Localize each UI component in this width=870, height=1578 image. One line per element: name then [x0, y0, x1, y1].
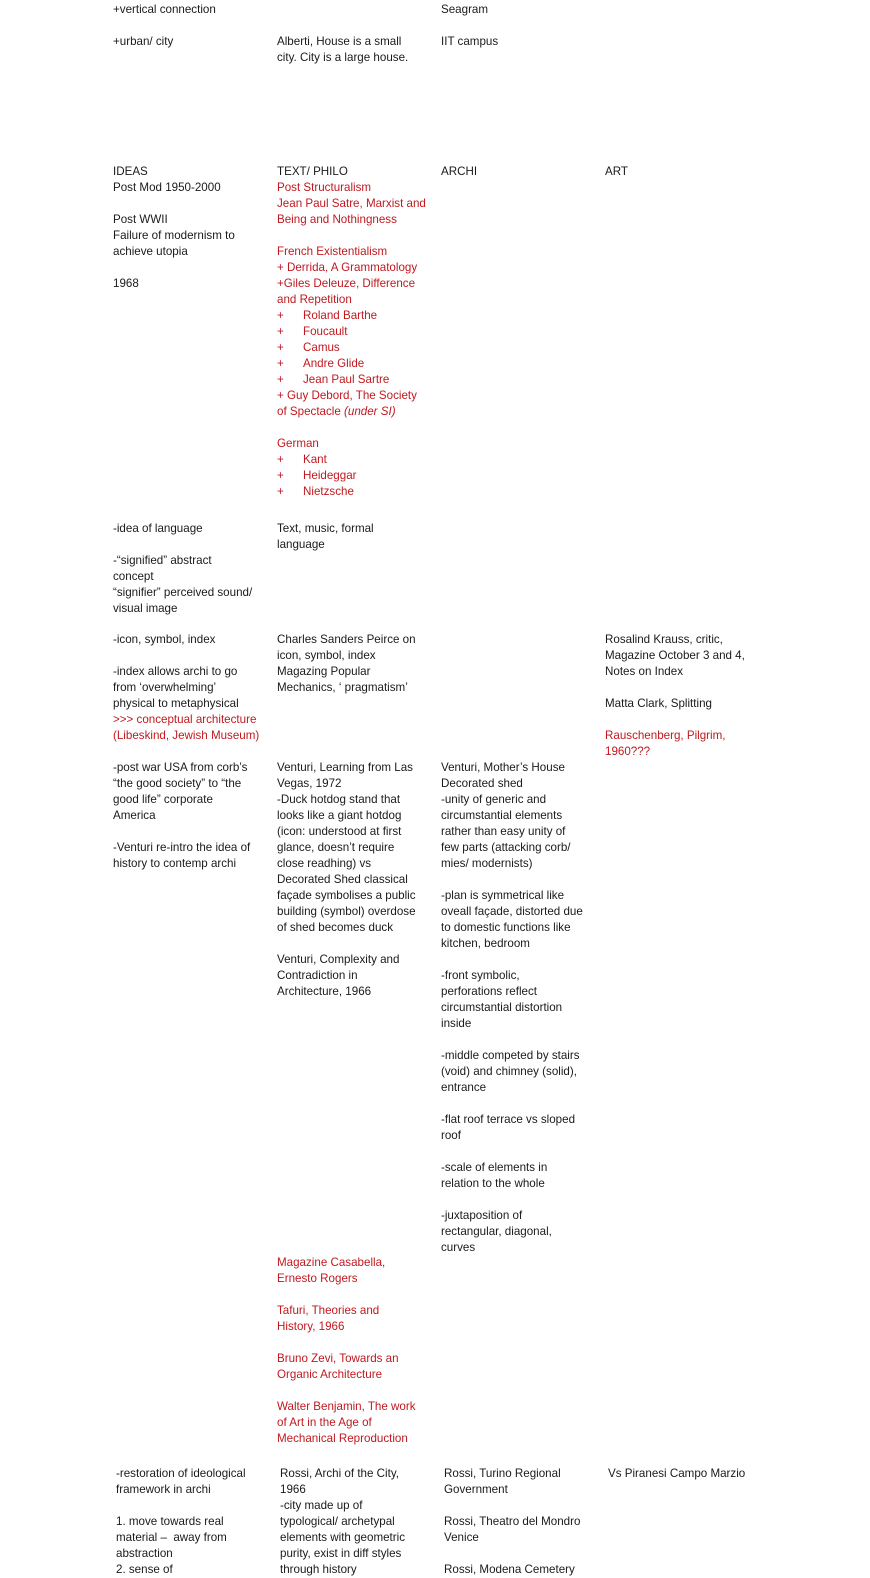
bullet-text: Andre Glide — [303, 357, 365, 370]
text-line — [113, 648, 268, 664]
bullet-text: Roland Barthe — [303, 309, 378, 322]
text-line: -“signified” abstract — [113, 554, 212, 567]
text-line: rather than easy unity of — [441, 825, 566, 838]
s5-ideas — [116, 1466, 271, 1578]
text-line — [113, 196, 268, 212]
text-line: Mechanical Reproduction — [277, 1432, 408, 1445]
text-line: -front symbolic, — [441, 969, 520, 982]
text-line: of Art in the Age of — [277, 1416, 372, 1429]
text-line: visual image — [113, 602, 178, 615]
bullet-item: + Foucault — [277, 325, 348, 338]
text-line: German — [277, 437, 319, 450]
text-line: rectangular, diagonal, — [441, 1225, 552, 1238]
text-line: Venturi, Learning from Las — [277, 761, 413, 774]
text-line: -flat roof terrace vs sloped — [441, 1113, 576, 1126]
text-line: (void) and chimney (solid), — [441, 1065, 577, 1078]
text-line: Seagram — [441, 3, 489, 16]
col-heading-art: ART — [605, 165, 628, 178]
text-line: -city made up of — [280, 1499, 363, 1512]
text-line: close readhing) vs — [277, 857, 372, 870]
text-line: Ernesto Rogers — [277, 1272, 358, 1285]
text-line: 1968 — [113, 277, 139, 290]
text-line: Walter Benjamin, The work — [277, 1400, 416, 1413]
bullet-text: Camus — [303, 341, 340, 354]
col-heading-text-philo: TEXT/ PHILO — [277, 165, 348, 178]
s4-text — [277, 760, 432, 1000]
text-line: curves — [441, 1241, 476, 1254]
bullet-item: + Andre Glide — [277, 357, 365, 370]
text-line: Notes on Index — [605, 665, 683, 678]
text-line: from ‘overwhelming’ — [113, 681, 217, 694]
text-line: Magazine Casabella, — [277, 1256, 386, 1269]
top-col-archi — [441, 2, 596, 50]
top-col-text — [277, 34, 432, 66]
text-line: framework in archi — [116, 1483, 211, 1496]
text-line: looks like a giant hotdog — [277, 809, 402, 822]
text-line: building (symbol) overdose — [277, 905, 416, 918]
text-line: achieve utopia — [113, 245, 188, 258]
text-line: 1960??? — [605, 745, 651, 758]
s4-archi — [441, 760, 596, 1256]
text-line — [113, 537, 268, 553]
text-line: Rosalind Krauss, critic, — [605, 633, 723, 646]
col-heading-ideas: IDEAS — [113, 165, 148, 178]
text-line: Contradiction in — [277, 969, 358, 982]
text-line: to domestic functions like — [441, 921, 571, 934]
text-line: typological/ archetypal — [280, 1515, 395, 1528]
text-line: -unity of generic and — [441, 793, 547, 806]
text-line: Organic Architecture — [277, 1368, 383, 1381]
text-line: concept — [113, 570, 154, 583]
text-line: -scale of elements in — [441, 1161, 548, 1174]
text-line: Rossi, Theatro del Mondro — [444, 1515, 581, 1528]
text-line — [441, 1096, 596, 1112]
text-line: Magazine October 3 and 4, — [605, 649, 745, 662]
text-line: Decorated shed — [441, 777, 523, 790]
text-line: circumstantial distortion — [441, 1001, 563, 1014]
bullet-item: + Kant — [277, 453, 327, 466]
text-line: language — [277, 538, 325, 551]
text-line: -post war USA from corb’s — [113, 761, 248, 774]
text-line: America — [113, 809, 156, 822]
text-line: elements with geometric — [280, 1531, 406, 1544]
s1-text-philo — [277, 164, 432, 500]
text-line — [441, 872, 596, 888]
text-line: Mechanics, ‘ pragmatism’ — [277, 681, 408, 694]
text-line: -juxtaposition of — [441, 1209, 523, 1222]
bullet-text: Kant — [303, 453, 327, 466]
bullet-text: Nietzsche — [303, 485, 354, 498]
text-line: 2. sense of — [116, 1563, 173, 1576]
text-line: of shed becomes duck — [277, 921, 394, 934]
text-line — [441, 1144, 596, 1160]
text-line — [277, 1335, 432, 1351]
text-line: façade symbolises a public — [277, 889, 416, 902]
text-line: + Guy Debord, The Society — [277, 389, 417, 402]
text-line: mies/ modernists) — [441, 857, 533, 870]
text-line: icon, symbol, index — [277, 649, 376, 662]
text-line: 1. move towards real — [116, 1515, 224, 1528]
bullet-item: + Roland Barthe — [277, 309, 378, 322]
text-line: Venice — [444, 1531, 479, 1544]
text-line — [605, 680, 765, 696]
text-line: 1966 — [280, 1483, 306, 1496]
text-line — [116, 1498, 271, 1514]
bullet-text: Heideggar — [303, 469, 357, 482]
text-line — [113, 260, 268, 276]
text-line: Venturi, Mother’s House — [441, 761, 565, 774]
bullet-item: + Nietzsche — [277, 485, 354, 498]
text-line: perforations reflect — [441, 985, 538, 998]
text-line: abstraction — [116, 1547, 173, 1560]
text-line: French Existentialism — [277, 245, 388, 258]
text-line: glance, doesn’t require — [277, 841, 395, 854]
text-line — [441, 952, 596, 968]
text-line: material – away from — [116, 1531, 227, 1544]
text-line: Venturi, Complexity and — [277, 953, 400, 966]
s2-ideas — [113, 521, 268, 617]
text-line: few parts (attacking corb/ — [441, 841, 571, 854]
text-line: Rauschenberg, Pilgrim, — [605, 729, 726, 742]
text-line — [277, 1287, 432, 1303]
text-line: Vs Piranesi Campo Marzio — [608, 1467, 746, 1480]
s1-archi — [441, 164, 596, 180]
s1-art — [605, 164, 765, 180]
text-line: -middle competed by stairs — [441, 1049, 580, 1062]
text-line: “the good society” to “the — [113, 777, 242, 790]
s2-text — [277, 521, 432, 553]
text-line: Post Mod 1950-2000 — [113, 181, 221, 194]
text-line: -plan is symmetrical like — [441, 889, 565, 902]
bullet-text: Jean Paul Sartre — [303, 373, 390, 386]
col-heading-archi: ARCHI — [441, 165, 478, 178]
text-span: of Spectacle — [277, 405, 345, 418]
text-line: >>> conceptual architecture — [113, 713, 257, 726]
text-line: purity, exist in diff styles — [280, 1547, 402, 1560]
text-line — [444, 1546, 599, 1562]
text-line: roof — [441, 1129, 461, 1142]
text-line — [444, 1498, 599, 1514]
text-line: Jean Paul Satre, Marxist and — [277, 197, 426, 210]
text-line: city. City is a large house. — [277, 51, 409, 64]
text-line — [277, 936, 432, 952]
text-line: Decorated Shed classical — [277, 873, 408, 886]
text-line: -restoration of ideological — [116, 1467, 246, 1480]
text-line — [277, 1383, 432, 1399]
text-line — [441, 1192, 596, 1208]
text-line: Vegas, 1972 — [277, 777, 342, 790]
top-col-ideas — [113, 2, 268, 50]
s3-art — [605, 632, 765, 760]
text-line: Alberti, House is a small — [277, 35, 402, 48]
text-line: +Giles Deleuze, Difference — [277, 277, 416, 290]
text-line: through history — [280, 1563, 357, 1576]
s5-art — [608, 1466, 768, 1482]
bullet-item: + Camus — [277, 341, 340, 354]
text-line: Failure of modernism to — [113, 229, 235, 242]
bullet-item: + Jean Paul Sartre — [277, 373, 390, 386]
s1-ideas — [113, 164, 268, 292]
text-line: entrance — [441, 1081, 487, 1094]
s5-archi — [444, 1466, 599, 1578]
text-line: Architecture, 1966 — [277, 985, 372, 998]
text-line: +vertical connection — [113, 3, 216, 16]
s3-ideas — [113, 632, 268, 744]
s4-ideas — [113, 760, 268, 872]
text-line: -icon, symbol, index — [113, 633, 216, 646]
text-line: Rossi, Modena Cemetery — [444, 1563, 575, 1576]
text-line: -Duck hotdog stand that — [277, 793, 401, 806]
text-line: + Derrida, A Grammatology — [277, 261, 418, 274]
text-line — [113, 824, 268, 840]
text-line — [441, 1032, 596, 1048]
text-line: physical to metaphysical — [113, 697, 239, 710]
text-line: Bruno Zevi, Towards an — [277, 1352, 399, 1365]
text-line: circumstantial elements — [441, 809, 563, 822]
text-line: and Repetition — [277, 293, 352, 306]
text-line: (Libeskind, Jewish Museum) — [113, 729, 260, 742]
text-line: Charles Sanders Peirce on — [277, 633, 416, 646]
text-line — [277, 228, 432, 244]
text-line: inside — [441, 1017, 472, 1030]
text-line: “signifier” perceived sound/ — [113, 586, 253, 599]
text-line: Magazing Popular — [277, 665, 371, 678]
text-line: +urban/ city — [113, 35, 174, 48]
text-line: Matta Clark, Splitting — [605, 697, 712, 710]
text-line: Tafuri, Theories and — [277, 1304, 380, 1317]
text-line: kitchen, bedroom — [441, 937, 530, 950]
text-line: Text, music, formal — [277, 522, 374, 535]
text-line: Post WWII — [113, 213, 168, 226]
text-line: -index allows archi to go — [113, 665, 238, 678]
text-line: oveall façade, distorted due — [441, 905, 583, 918]
s4-text-red — [277, 1255, 432, 1447]
text-line: History, 1966 — [277, 1320, 345, 1333]
text-line: relation to the whole — [441, 1177, 545, 1190]
bullet-item: + Heideggar — [277, 469, 357, 482]
text-line: IIT campus — [441, 35, 499, 48]
text-line: Post Structuralism — [277, 181, 372, 194]
italic-span: (under SI) — [344, 405, 396, 418]
text-line: (icon: understood at first — [277, 825, 402, 838]
text-line: good life” corporate — [113, 793, 213, 806]
text-line — [277, 404, 432, 420]
text-line: Rossi, Archi of the City, — [280, 1467, 399, 1480]
text-line: Being and Nothingness — [277, 213, 397, 226]
bullet-text: Foucault — [303, 325, 348, 338]
text-line: Rossi, Turino Regional — [444, 1467, 561, 1480]
text-line: Government — [444, 1483, 508, 1496]
text-line: -idea of language — [113, 522, 203, 535]
s3-text — [277, 632, 432, 696]
s5-text — [280, 1466, 435, 1578]
text-line: history to contemp archi — [113, 857, 237, 870]
text-line: -Venturi re-intro the idea of — [113, 841, 251, 854]
